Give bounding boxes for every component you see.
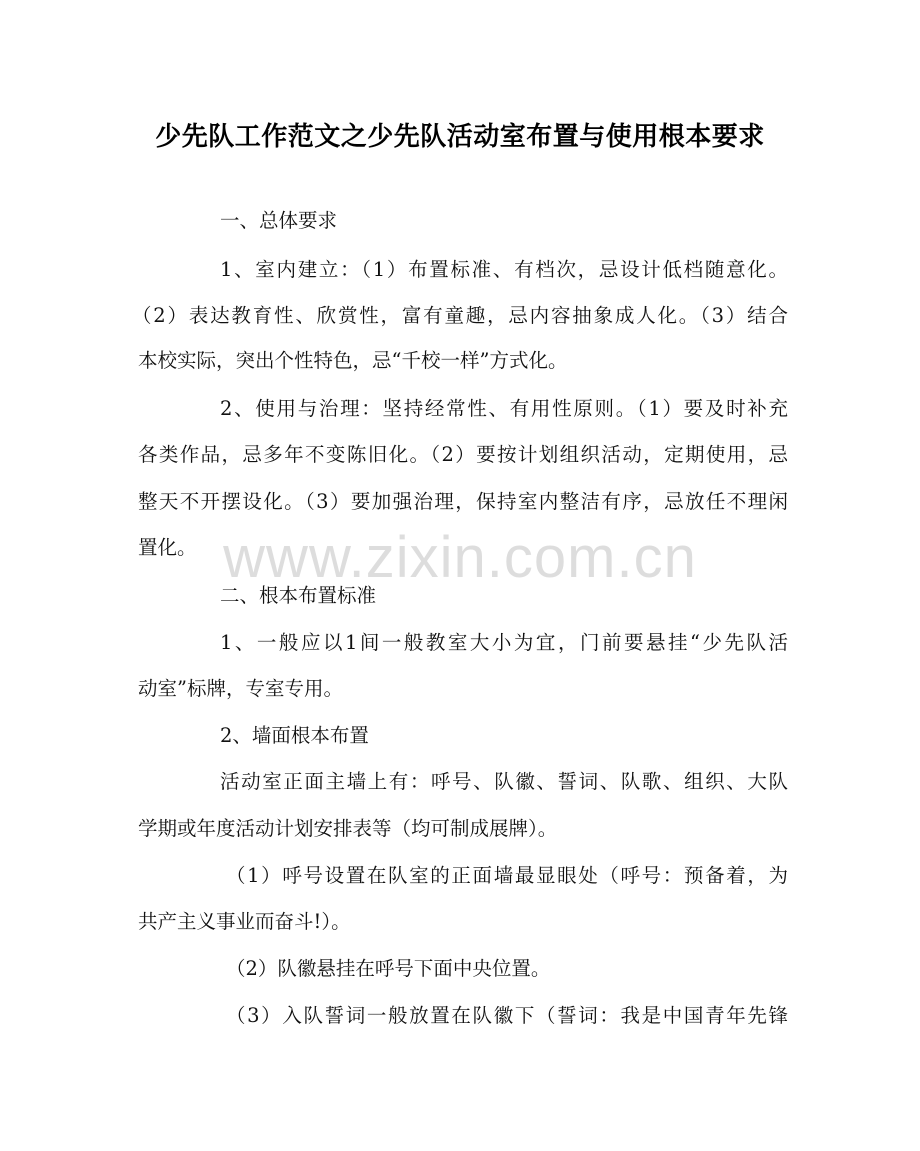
paragraph-line: 整天不开摆设化。（3）要加强治理，保持室内整洁有序，忌放任不理闲 xyxy=(138,490,788,513)
paragraph-line: （3）入队誓词一般放置在队徽下（誓词：我是中国青年先锋 xyxy=(226,1004,788,1027)
paragraph-line: 学期或年度活动计划安排表等（均可制成展牌）。 xyxy=(138,817,558,840)
paragraph-line: （2）队徽悬挂在呼号下面中央位置。 xyxy=(226,957,551,980)
subsection-heading-wall: 2、墙面根本布置 xyxy=(220,724,369,747)
document-title: 少先队工作范文之少先队活动室布置与使用根本要求 xyxy=(155,122,765,152)
section-heading-layout: 二、根本布置标准 xyxy=(220,584,377,607)
paragraph-line: 1、室内建立：（1）布置标准、有档次，忌设计低档随意化。 xyxy=(220,258,788,281)
paragraph-line: 各类作品，忌多年不变陈旧化。（2）要按计划组织活动，定期使用，忌 xyxy=(138,443,788,466)
paragraph-line: 活动室正面主墙上有：呼号、队徽、誓词、队歌、组织、大队 xyxy=(220,770,788,793)
paragraph-line: 1、一般应以1间一般教室大小为宜，门前要悬挂“少先队活 xyxy=(220,631,788,654)
paragraph-line: （2）表达教育性、欣赏性，富有童趣，忌内容抽象成人化。（3）结合 xyxy=(132,304,788,327)
paragraph-line: 共产主义事业而奋斗!）。 xyxy=(138,910,351,933)
paragraph-line: 置化。 xyxy=(138,536,197,559)
paragraph-line: 2、使用与治理：坚持经常性、有用性原则。（1）要及时补充 xyxy=(220,397,788,420)
watermark: www.zixin.com.cn xyxy=(223,525,697,590)
paragraph-line: 动室”标牌，专室专用。 xyxy=(138,677,343,700)
paragraph-line: 本校实际，突出个性特色，忌“千校一样”方式化。 xyxy=(138,349,568,372)
paragraph-line: （1）呼号设置在队室的正面墙最显眼处（呼号：预备着，为 xyxy=(226,864,788,887)
section-heading-general: 一、总体要求 xyxy=(220,209,338,232)
